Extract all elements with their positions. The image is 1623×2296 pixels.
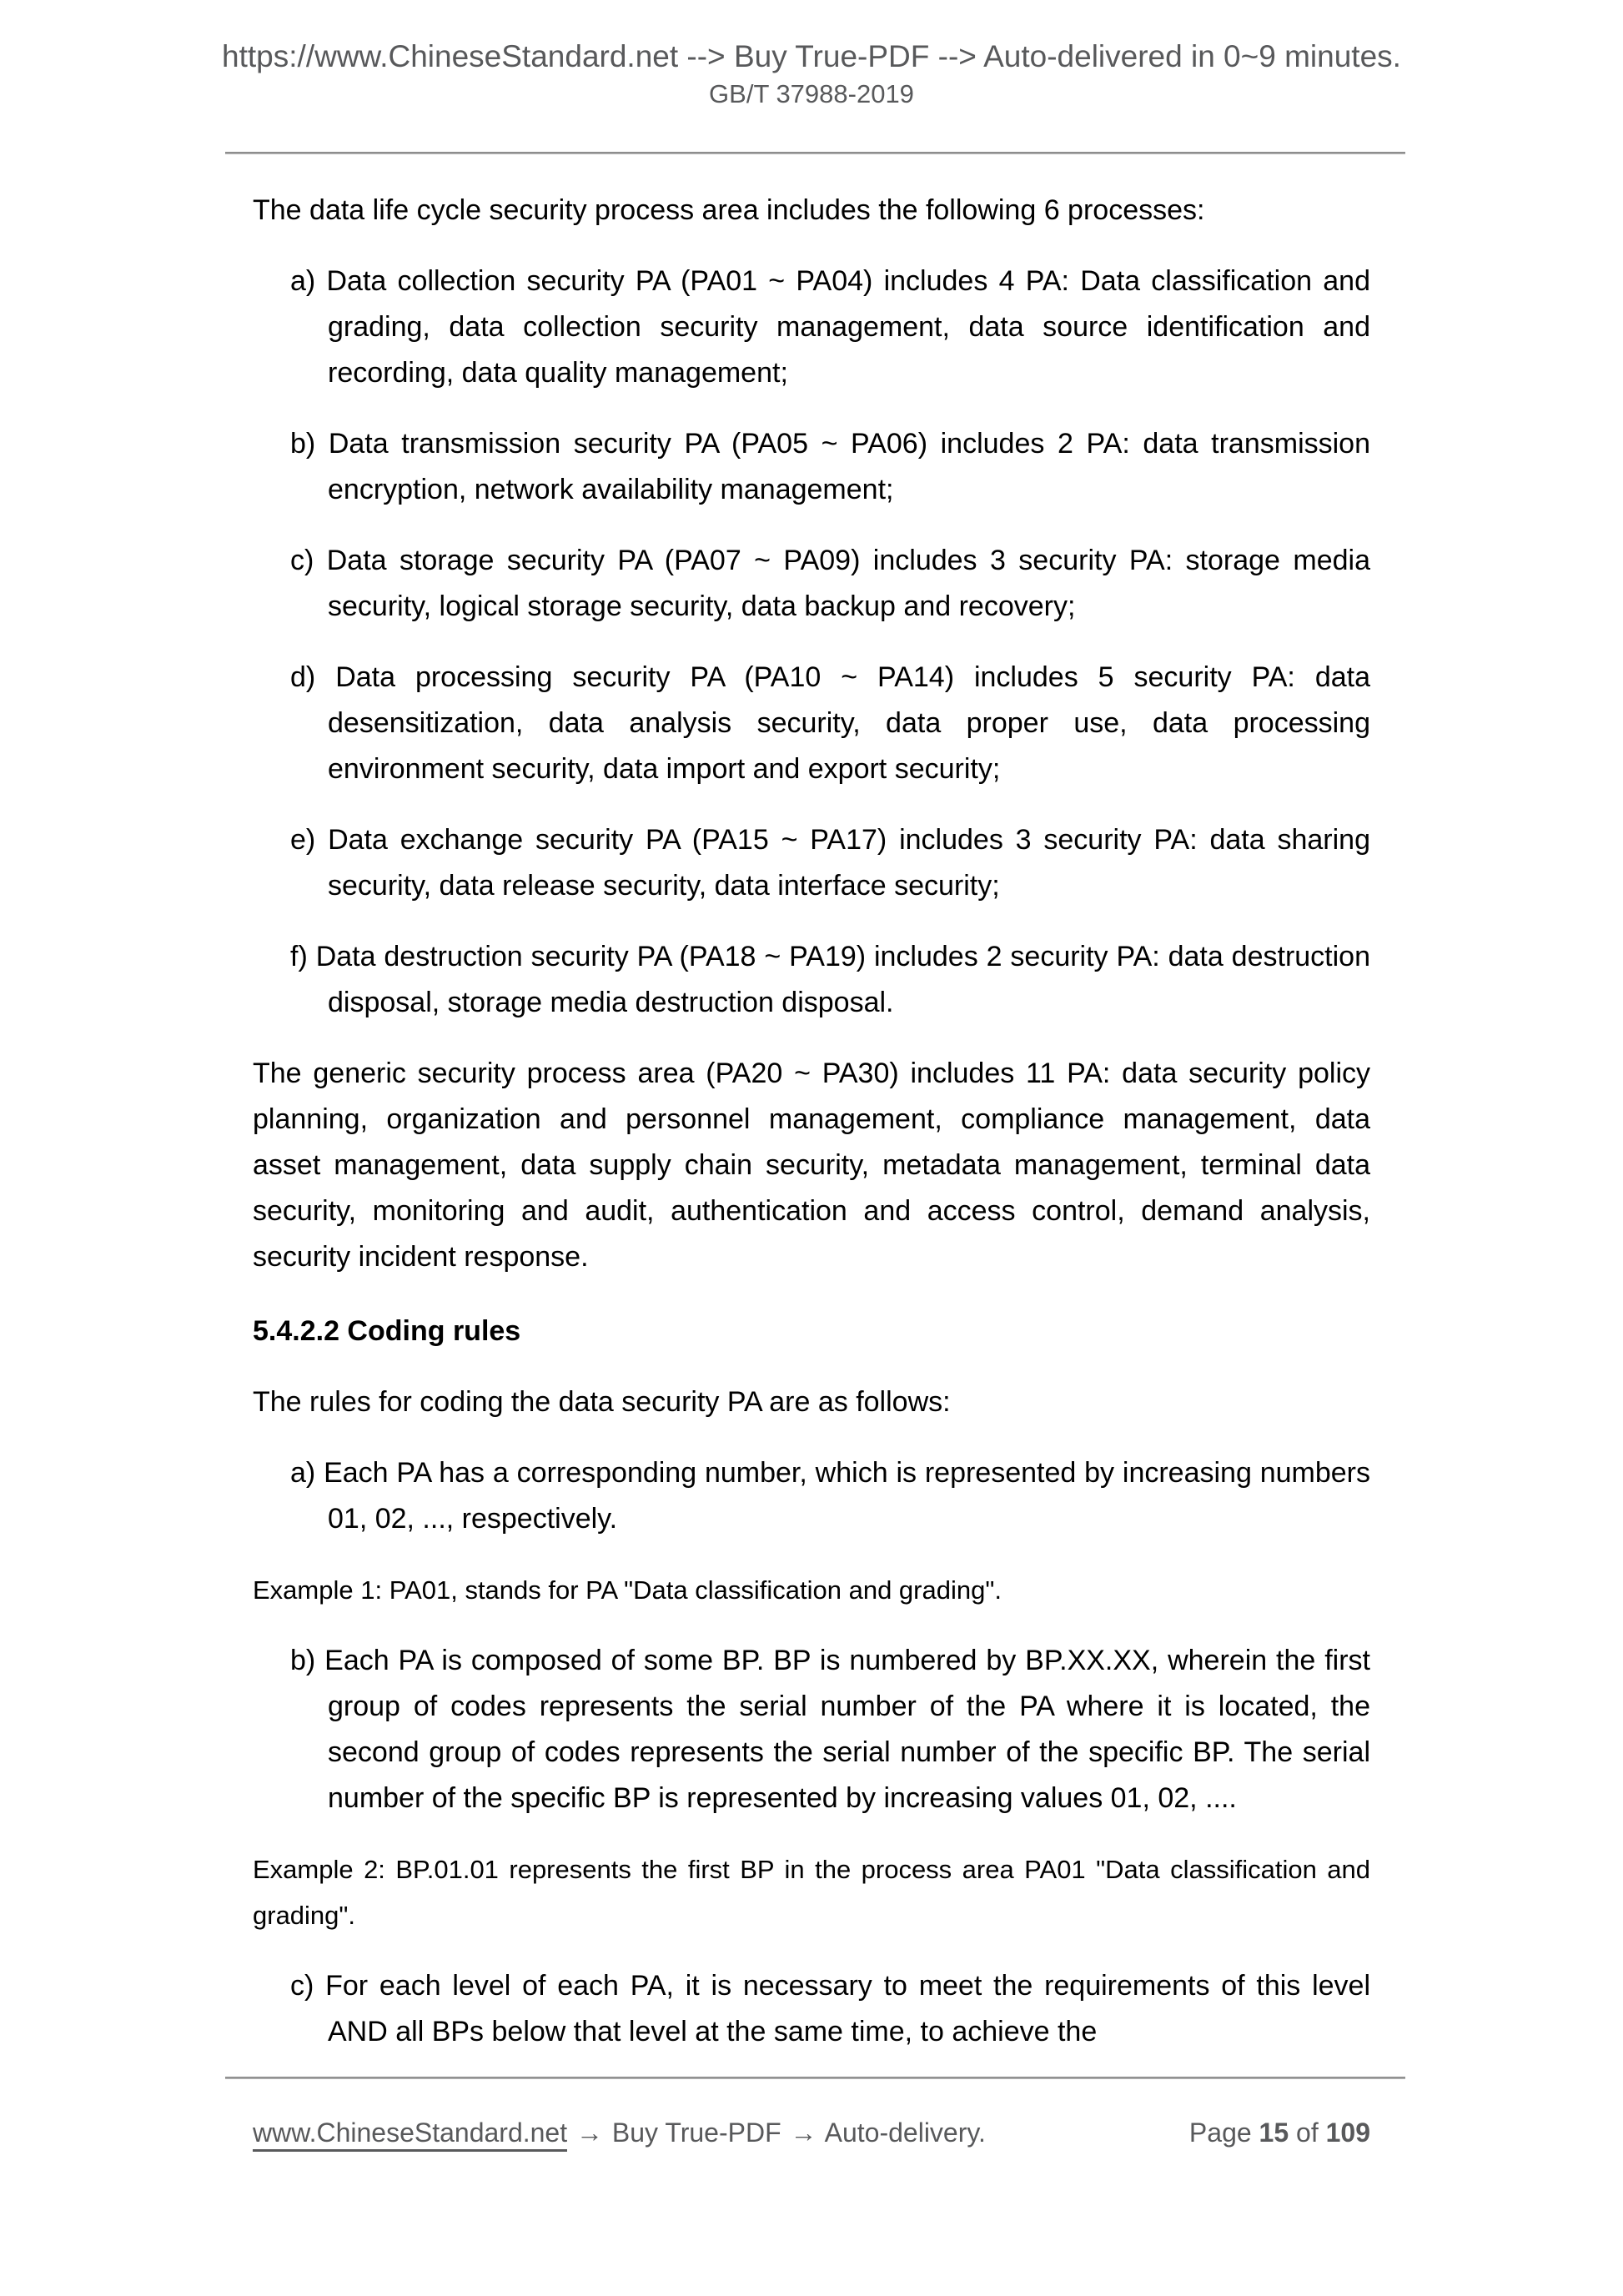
page-header	[0, 0, 1623, 112]
header-standard-number: GB/T 37988-2019	[709, 79, 914, 108]
item-marker: d)	[290, 661, 316, 693]
of-label: of	[1296, 2118, 1319, 2148]
section-heading-coding-rules: 5.4.2.2 Coding rules	[253, 1315, 521, 1347]
header-url-line: https://www.ChineseStandard.net --> Buy True-PDF --> Auto-delivered in 0~9 minutes.	[222, 39, 1401, 73]
item-text: Data collection security PA (PA01 ~ PA04) includes 4 PA: Data classification and grading, data collection security management, data source identification and recording, data quality management;	[326, 265, 1370, 389]
right-arrow-icon: →	[790, 2118, 817, 2148]
paragraph-intro: The data life cycle security process area includes the following 6 processes:	[253, 194, 1205, 226]
item-marker: f)	[290, 941, 308, 972]
item-marker: c)	[290, 545, 314, 576]
example-1: Example 1: PA01, stands for PA "Data classification and grading".	[253, 1575, 1002, 1605]
footer-buy-text: Buy True-PDF	[611, 2118, 781, 2148]
item-text: Data transmission security PA (PA05 ~ PA06) includes 2 PA: data transmission encryption, network availability management;	[328, 428, 1370, 505]
rule-item-a	[253, 1450, 1370, 1542]
paragraph-generic-area: The generic security process area (PA20 ~ PA30) includes 11 PA: data security policy planning, organization and personnel management, compliance management, data asset management, data supply chain security, metadata management, terminal data security, monitoring and audit, authentication and access control, demand analysis, security incident response.	[253, 1058, 1370, 1273]
item-text: Data processing security PA (PA10 ~ PA14) includes 5 security PA: data desensitization, data analysis security, data proper use, data processing environment security, data import and export security;	[328, 661, 1370, 785]
footer-page-indicator	[1189, 2118, 1370, 2148]
rule-item-c	[253, 1963, 1370, 2055]
page-footer	[253, 2118, 1370, 2148]
process-item-e	[253, 817, 1370, 909]
page-total: 109	[1325, 2118, 1370, 2148]
item-text: Each PA has a corresponding number, which is represented by increasing numbers 01, 02, ..., respectively.	[324, 1457, 1371, 1535]
item-text: Data exchange security PA (PA15 ~ PA17) includes 3 security PA: data sharing security, data release security, data interface security;	[328, 824, 1370, 902]
item-text: Data storage security PA (PA07 ~ PA09) includes 3 security PA: storage media security, logical storage security, data backup and recovery;	[326, 545, 1370, 622]
footer-delivery-text: Auto-delivery.	[824, 2118, 986, 2148]
page-label: Page	[1188, 2118, 1252, 2148]
item-marker: a)	[290, 1457, 316, 1489]
rule-item-b	[253, 1638, 1370, 1821]
example-2: Example 2: BP.01.01 represents the first BP in the process area PA01 "Data classification and grading".	[253, 1855, 1370, 1930]
item-text: Each PA is composed of some BP. BP is numbered by BP.XX.XX, wherein the first group of codes represents the serial number of the PA where it is located, the second group of codes represents the serial number of the specific BP. The serial number of the specific BP is represented by increasing values 01, 02, ....	[324, 1645, 1370, 1814]
item-marker: e)	[290, 824, 316, 856]
item-marker: b)	[290, 1645, 316, 1676]
item-text: For each level of each PA, it is necessary to meet the requirements of this level AND all BPs below that level at the same time, to achieve the	[325, 1970, 1370, 2047]
process-item-f	[253, 934, 1370, 1026]
item-text: Data destruction security PA (PA18 ~ PA19) includes 2 security PA: data destruction disposal, storage media destruction disposal.	[315, 941, 1370, 1018]
item-marker: c)	[290, 1970, 314, 2002]
footer-site-link[interactable]: www.ChineseStandard.net	[253, 2118, 567, 2152]
paragraph-rules-intro: The rules for coding the data security PA are as follows:	[253, 1386, 951, 1418]
process-item-a	[253, 259, 1370, 396]
footer-delivery-line	[253, 2118, 986, 2148]
item-marker: b)	[290, 428, 316, 460]
bottom-divider	[225, 2077, 1405, 2079]
right-arrow-icon: →	[576, 2118, 603, 2148]
item-marker: a)	[290, 265, 316, 297]
top-divider	[225, 152, 1405, 154]
document-body	[253, 188, 1370, 2055]
process-item-b	[253, 421, 1370, 513]
process-item-d	[253, 655, 1370, 792]
page-current: 15	[1259, 2118, 1289, 2148]
process-item-c	[253, 538, 1370, 630]
